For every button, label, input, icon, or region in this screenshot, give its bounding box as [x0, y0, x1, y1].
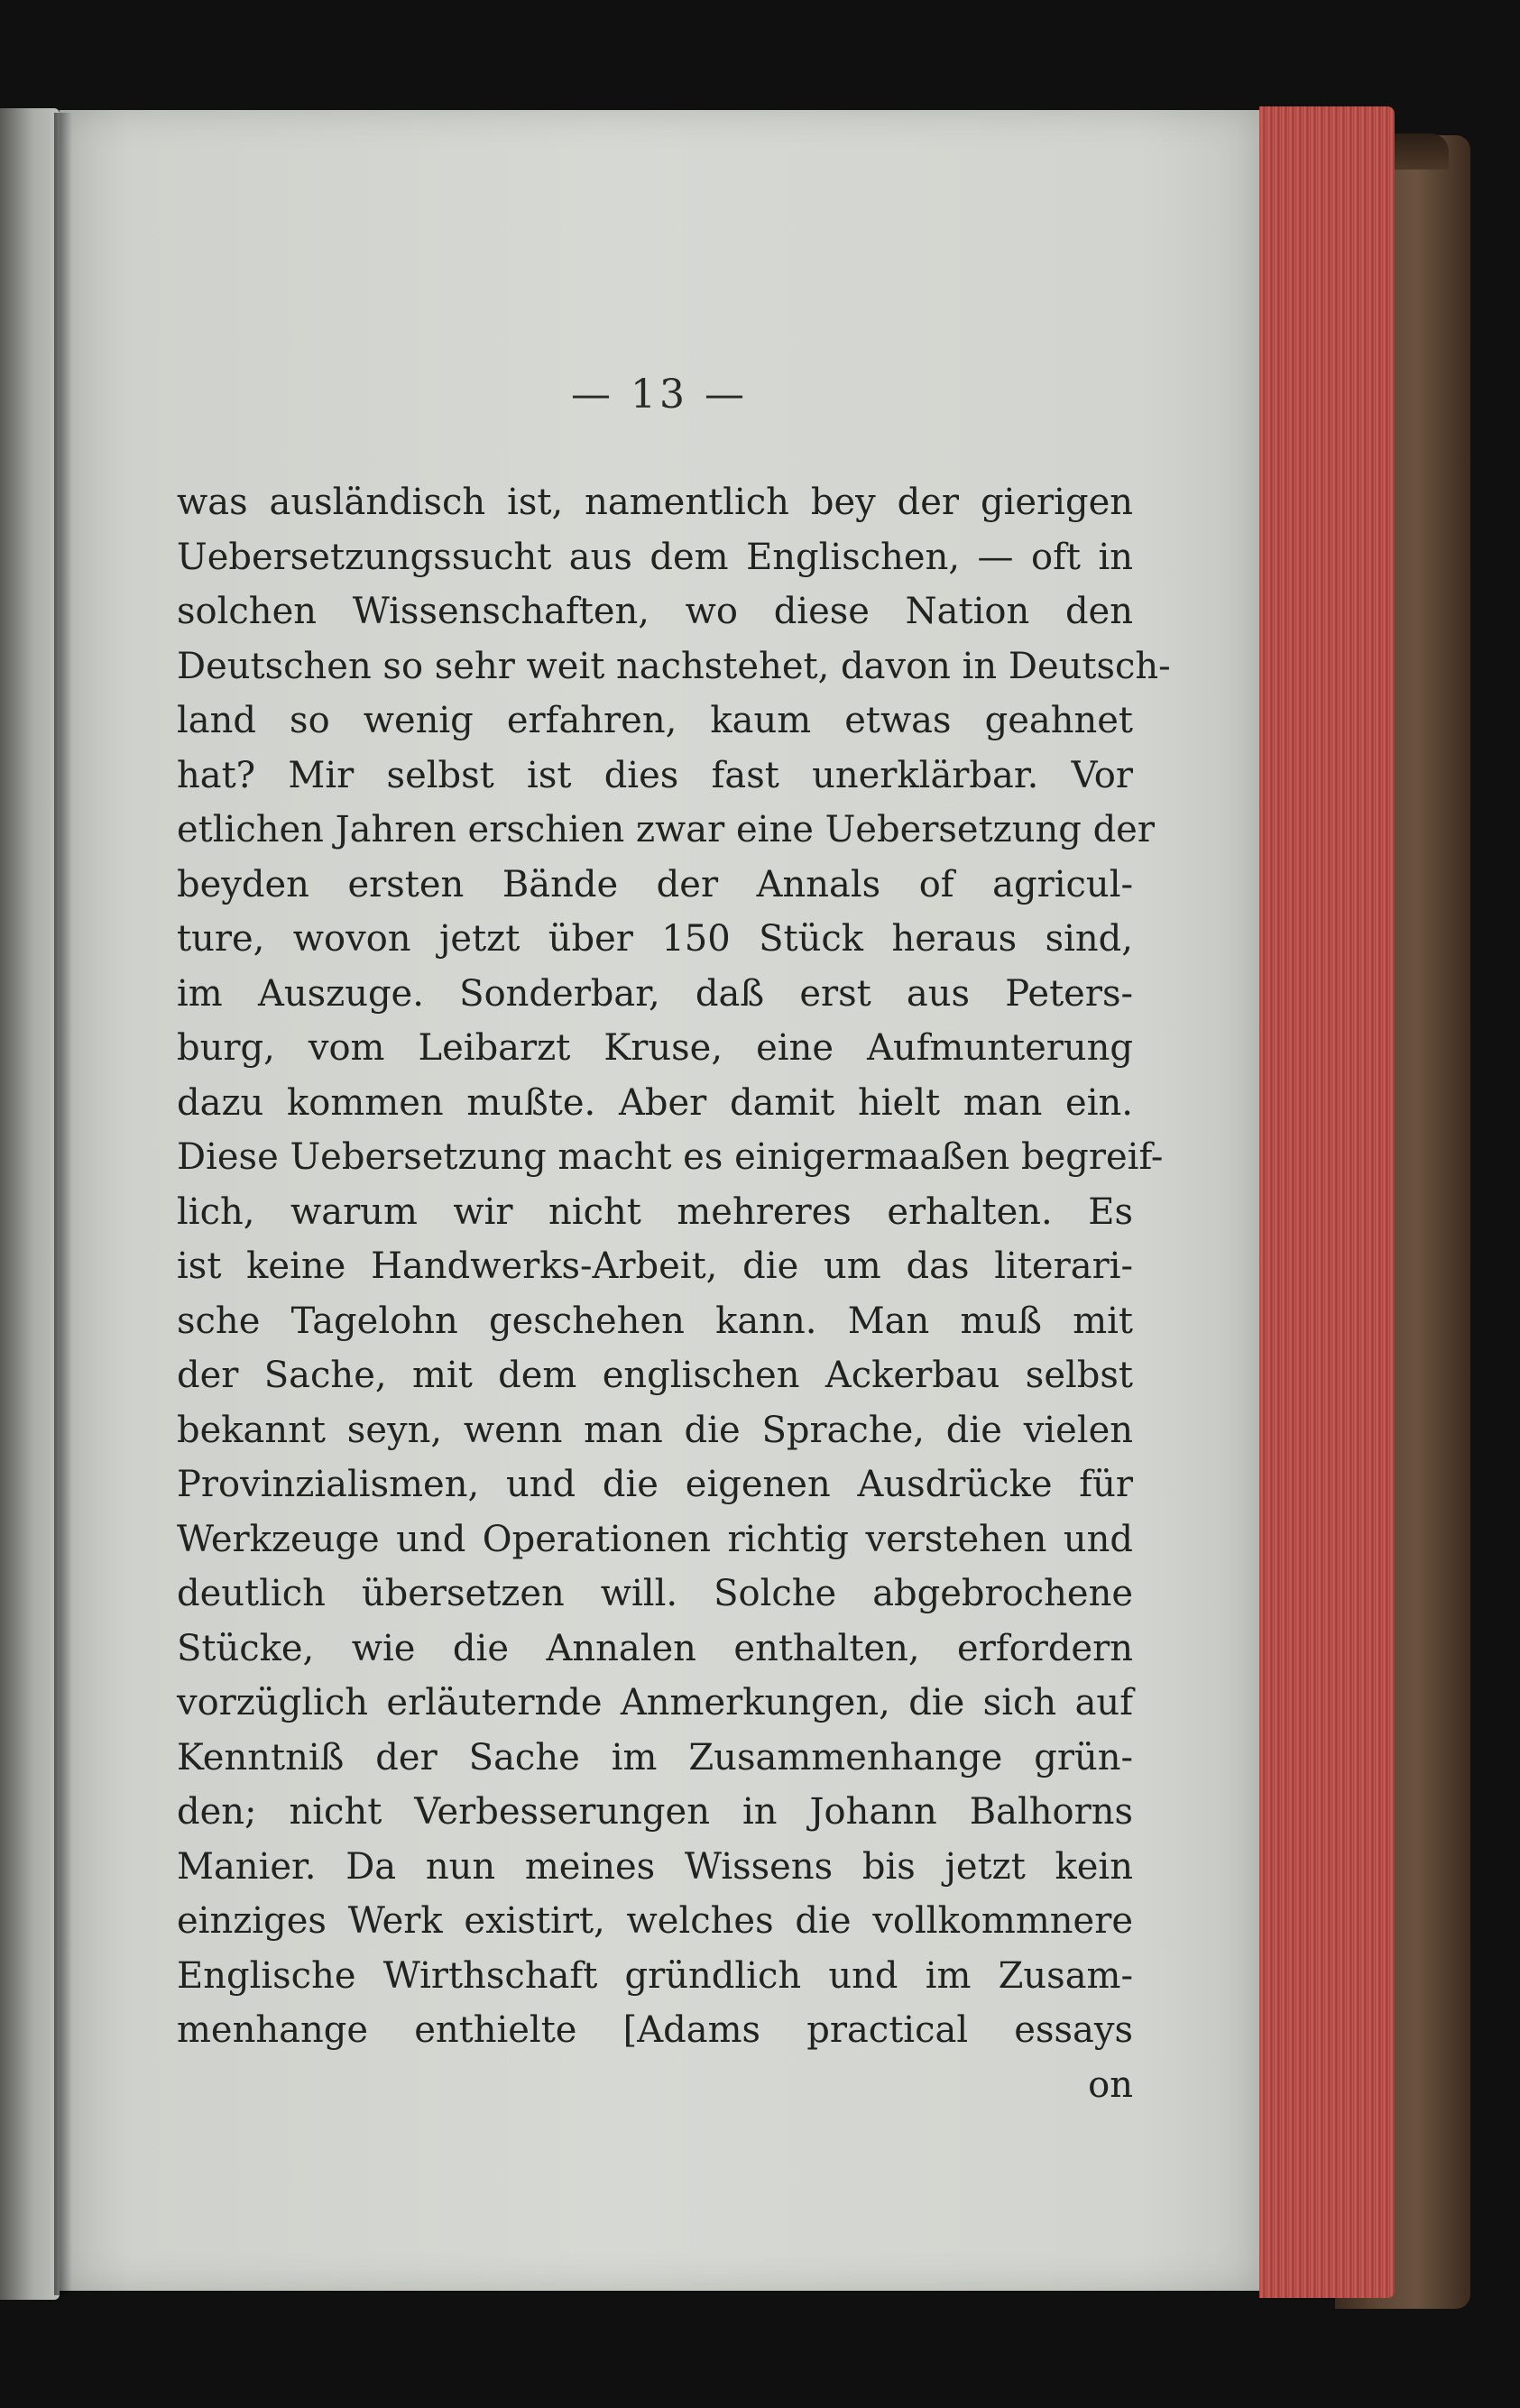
book-page [60, 110, 1259, 2291]
page-text [177, 475, 1171, 2112]
text-line: bekannt seyn, wenn man die Sprache, die vielen [177, 1409, 1133, 1451]
text-line: Provinzialismen, und die eigenen Ausdrücke für [177, 1464, 1133, 1505]
text-line: land so wenig erfahren, kaum etwas geahnet [177, 700, 1133, 741]
text-line: der Sache, mit dem englischen Ackerbau selbst [177, 1355, 1133, 1396]
text-line: Uebersetzungssucht aus dem Englischen, — oft in [177, 536, 1133, 578]
text-line: dazu kommen mußte. Aber damit hielt man ein. [177, 1081, 1133, 1124]
text-line: etlichen Jahren erschien zwar eine Uebersetzung der [177, 809, 1155, 850]
catchword: on [1088, 2063, 1133, 2106]
text-line: hat? Mir selbst ist dies fast unerklärbar. Vor [177, 754, 1133, 796]
text-line: Deutschen so sehr weit nachstehet, davon in Deutsch- [177, 645, 1171, 687]
page-edges [1259, 106, 1395, 2298]
text-line: sche Tagelohn geschehen kann. Man muß mit [177, 1300, 1133, 1342]
text-line: ture, wovon jetzt über 150 Stück heraus sind, [177, 918, 1133, 960]
text-line: Werkzeuge und Operationen richtig verstehen und [177, 1518, 1133, 1560]
text-line: lich, warum wir nicht mehreres erhalten. Es [177, 1190, 1133, 1233]
text-line: solchen Wissenschaften, wo diese Nation den [177, 591, 1133, 632]
text-line: einziges Werk existirt, welches die vollkommnere [177, 1900, 1133, 1942]
text-line: Diese Uebersetzung macht es einigermaaßen begreif- [177, 1136, 1164, 1178]
text-line: deutlich übersetzen will. Solche abgebrochene [177, 1573, 1133, 1614]
spine-shadow [54, 113, 72, 2295]
text-line: im Auszuge. Sonderbar, daß erst aus Peters- [177, 972, 1133, 1015]
text-line: vorzüglich erläuternde Anmerkungen, die sich auf [177, 1682, 1133, 1723]
text-line: Stücke, wie die Annalen enthalten, erfordern [177, 1627, 1133, 1669]
text-line: was ausländisch ist, namentlich bey der gierigen [177, 482, 1133, 523]
text-line: den; nicht Verbesserungen in Johann Balhorns [177, 1791, 1133, 1833]
text-line: Englische Wirthschaft gründlich und im Zusam- [177, 1954, 1133, 1997]
text-line: menhange enthielte [Adams practical essays [177, 2009, 1133, 2051]
text-line: burg, vom Leibarzt Kruse, eine Aufmunterung [177, 1027, 1133, 1069]
page-number-header: — 13 — [571, 372, 748, 418]
text-line: Manier. Da nun meines Wissens bis jetzt kein [177, 1845, 1133, 1888]
text-line: Kenntniß der Sache im Zusammenhange grün- [177, 1736, 1133, 1778]
text-line: ist keine Handwerks-Arbeit, die um das literari- [177, 1245, 1133, 1287]
text-line: beyden ersten Bände der Annals of agricul- [177, 863, 1133, 905]
left-page-edge [0, 108, 60, 2300]
